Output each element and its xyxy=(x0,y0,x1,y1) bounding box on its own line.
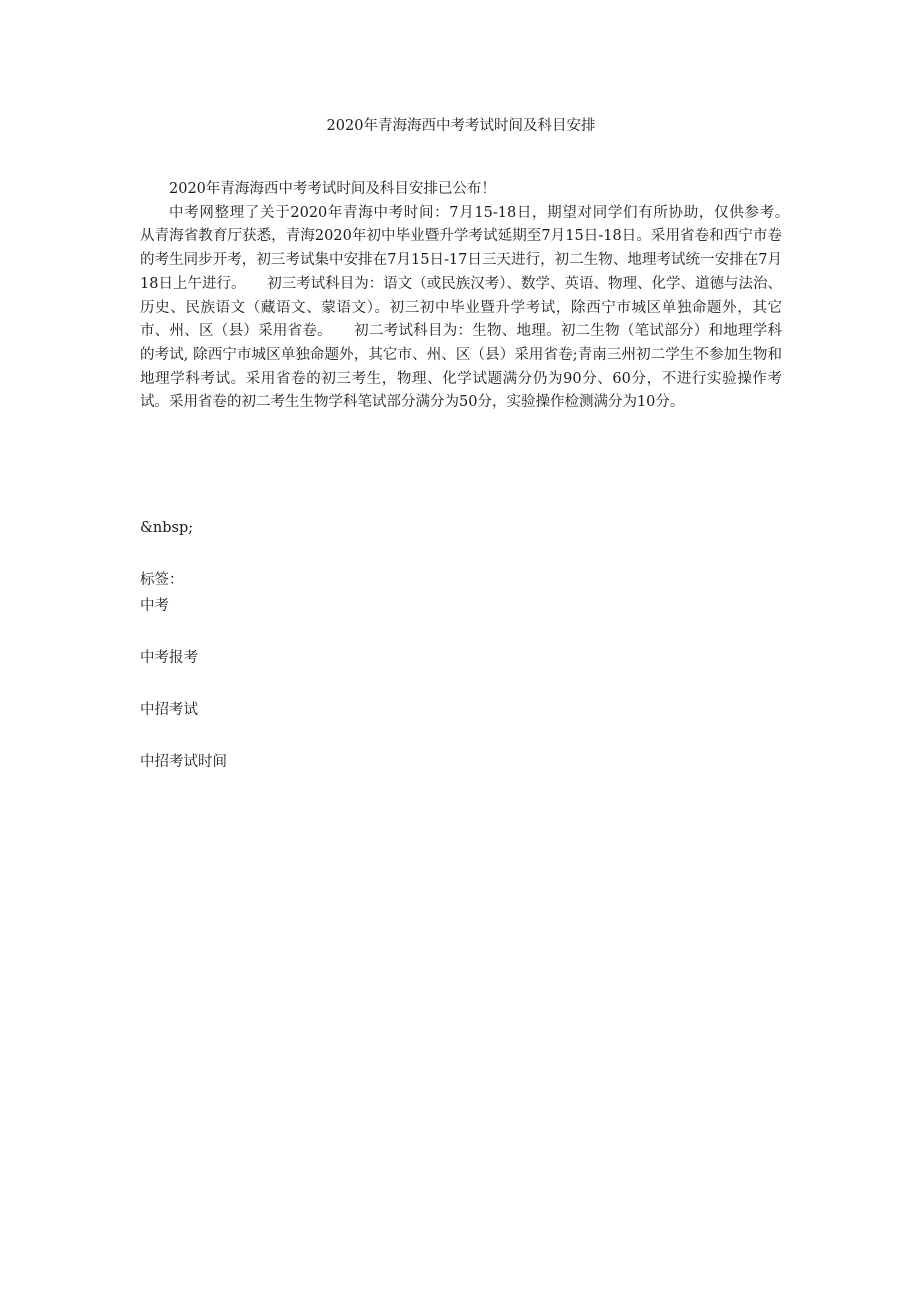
tags-label: 标签： xyxy=(140,572,184,588)
tag-link[interactable]: 中考报考 xyxy=(140,650,198,666)
nbsp-artifact-text: &nbsp; xyxy=(140,520,194,536)
article-paragraph-main: 中考网整理了关于2020年青海中考时间：7月15-18日，期望对同学们有所协助，仅供参考。 从青海省教育厅获悉，青海2020年初中毕业暨升学考试延期至7月15日-18日。采用省卷和西宁市卷的考生同步开考，初三考试集中安排在7月15日-17日三天进行，初二生物、地理考试统一安排在7月18日上午进行。 初三考试科目为：语文（或民族汉考）、数学、英语、物理、化学、道德与法治、历史、民族语文（藏语文、蒙语文）。初三初中毕业暨升学考试，除西宁市城区单独命题外，其它市、州、区（县）采用省卷。 初二考试科目为：生物、地理。初二生物（笔试部分）和地理学科的考试, 除西宁市城区单独命题外，其它市、州、区（县）采用省卷;青南三州初二学生不参加生物和地理学科考试。采用省卷的初三考生，物理、化学试题满分仍为90分、60分，不进行实验操作考试。采用省卷的初二考生生物学科笔试部分满分为50分，实验操作检测满分为10分。 xyxy=(140,204,811,411)
tag-link[interactable]: 中考 xyxy=(140,598,169,614)
page-title: 2020年青海海西中考考试时间及科目安排 xyxy=(326,118,596,134)
tag-link[interactable]: 中招考试 xyxy=(140,702,198,718)
tag-link[interactable]: 中招考试时间 xyxy=(140,754,227,770)
article-body xyxy=(140,178,811,415)
article-paragraph-intro: 2020年青海海西中考考试时间及科目安排已公布！ xyxy=(169,181,496,197)
